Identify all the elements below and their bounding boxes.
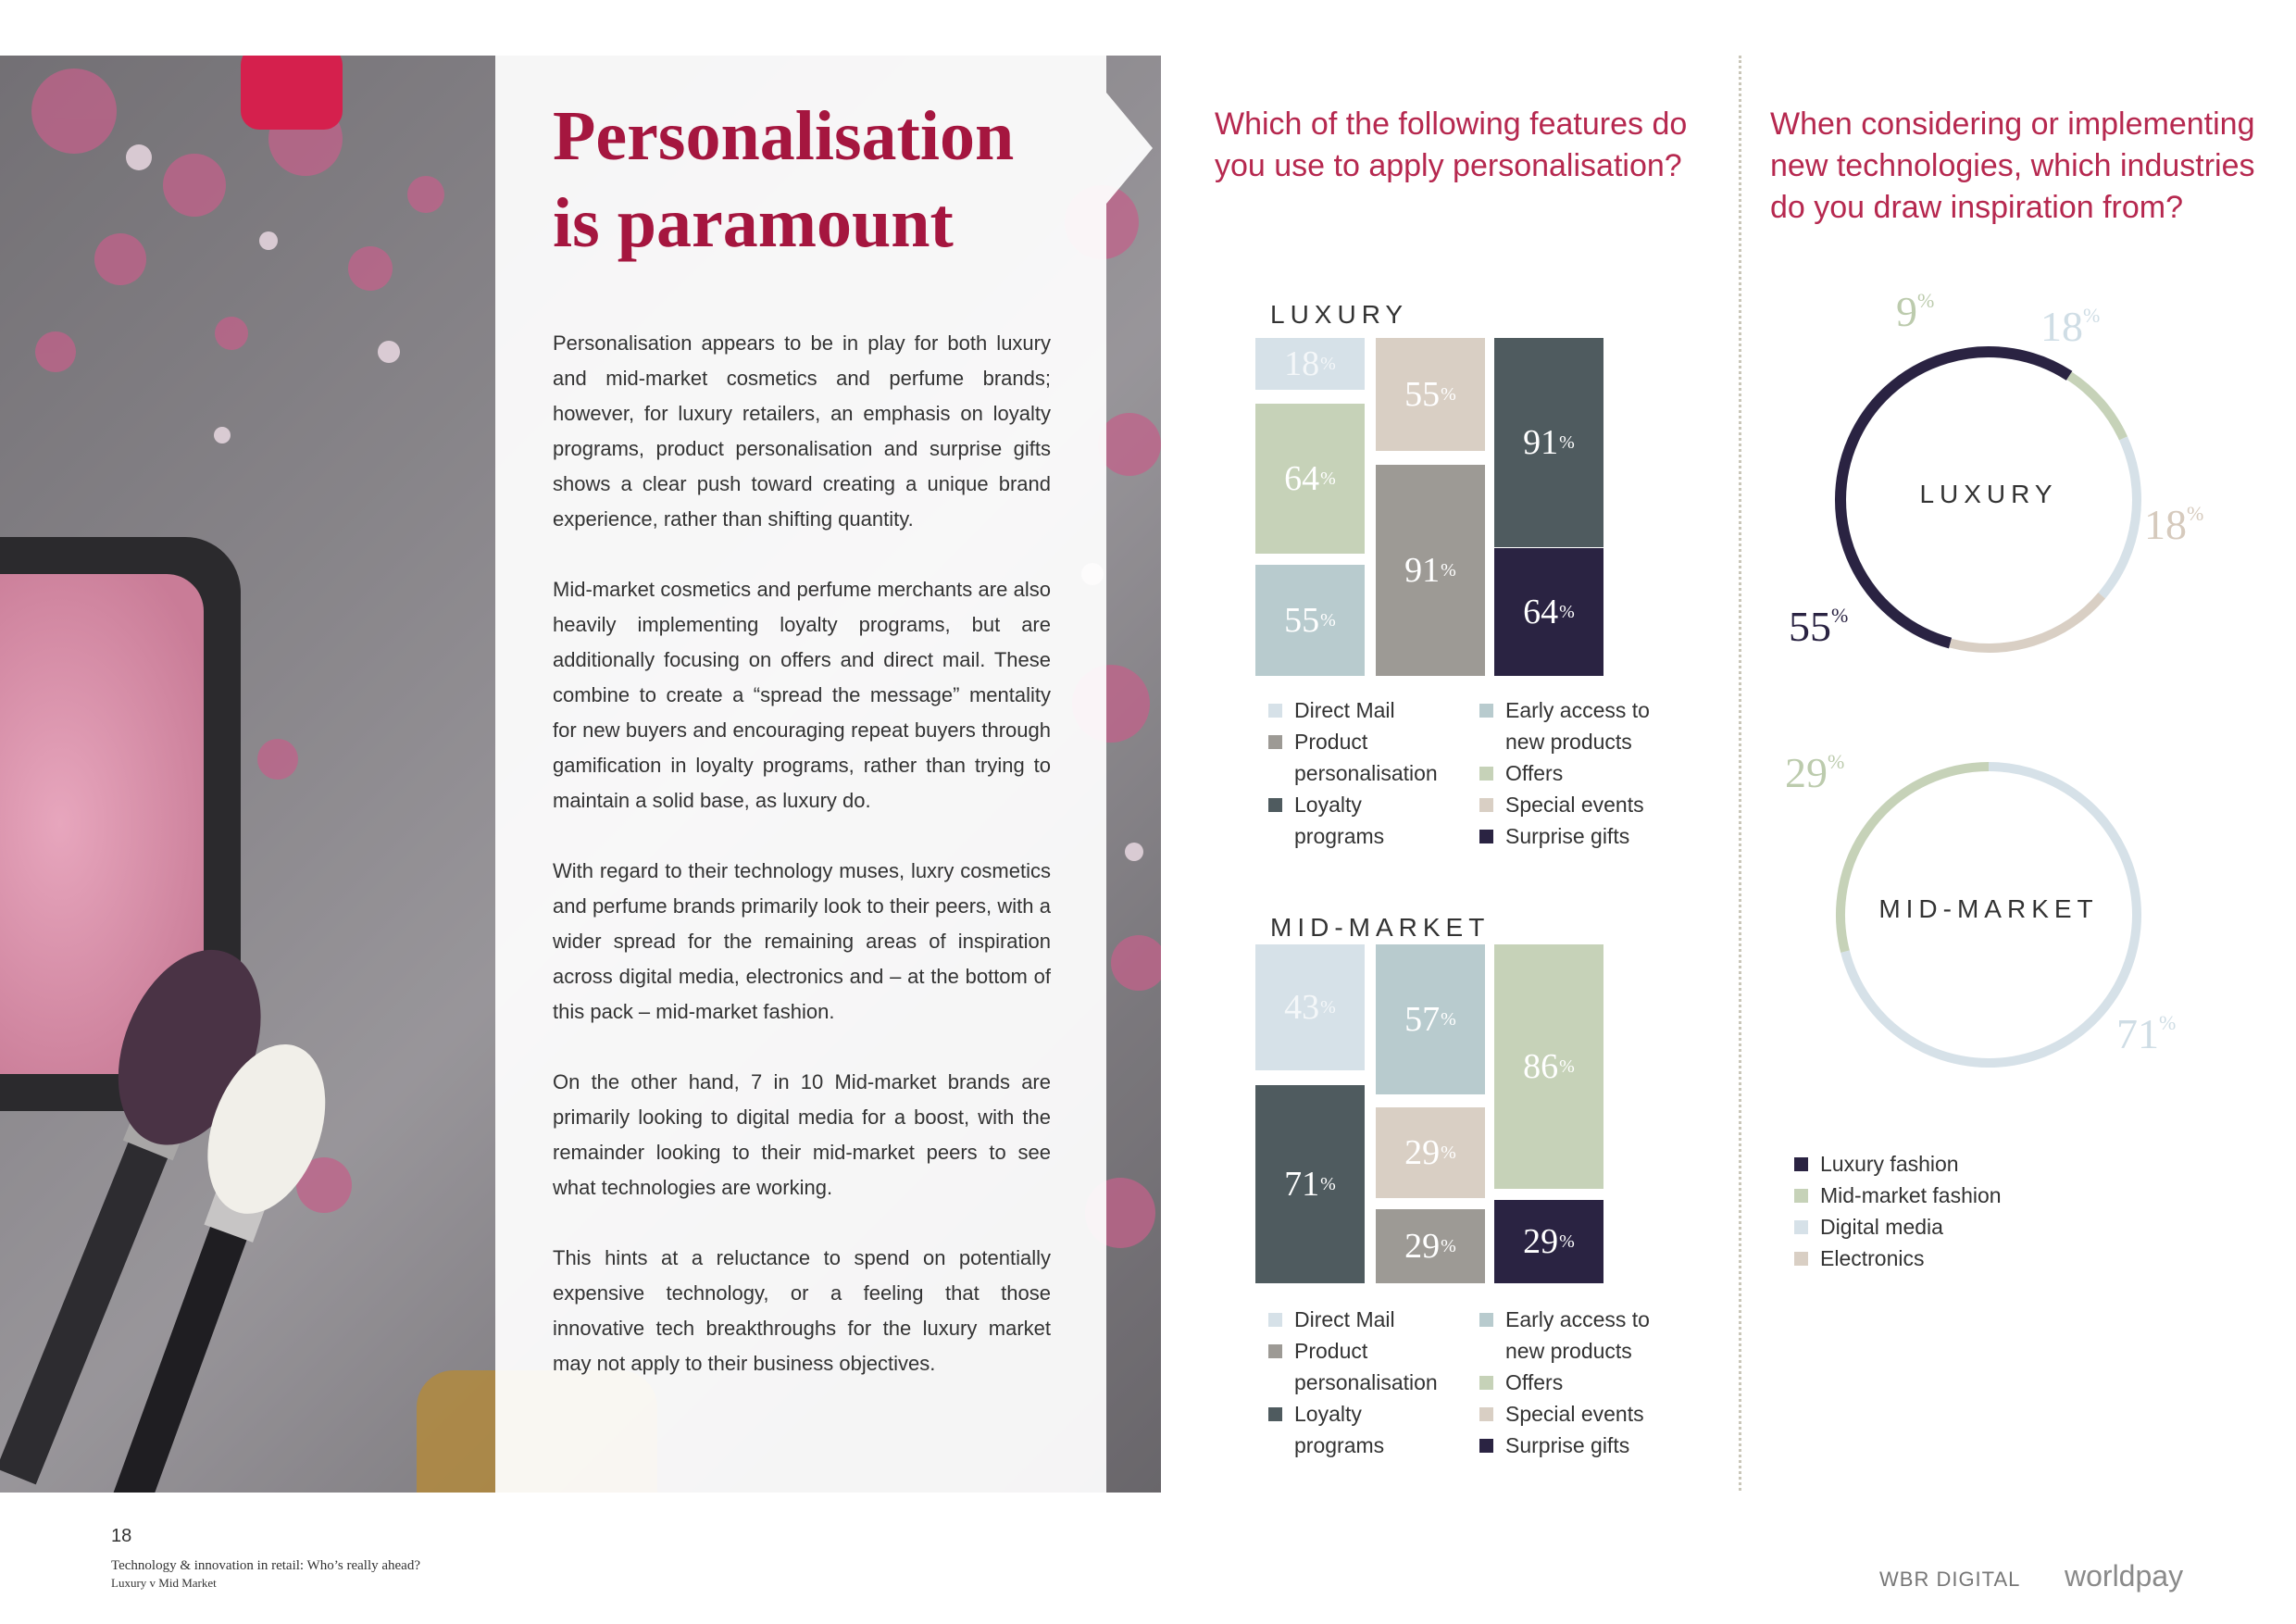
- legend-swatch: [1479, 1407, 1493, 1421]
- luxury-features-tile-value: 64: [1284, 459, 1320, 498]
- legend-label: [1294, 1335, 1438, 1398]
- luxury-features-label: LUXURY: [1270, 300, 1409, 329]
- legend-label: [1505, 1430, 1629, 1461]
- legend-swatch: [1794, 1189, 1808, 1203]
- legend-label: [1505, 789, 1644, 820]
- percent-sign: %: [1559, 431, 1575, 453]
- percent-sign: %: [1320, 1173, 1336, 1194]
- midmarket-features-tile-value: 29: [1404, 1227, 1441, 1266]
- legend-swatch: [1479, 830, 1493, 843]
- legend-label-line: Surprise gifts: [1505, 824, 1630, 848]
- luxury-features-tile-value: 55: [1404, 375, 1441, 414]
- paragraph-5: This hints at a reluctance to spend on potentially expensive technology, or a feeling that those innovative tech breakthroughs for the luxury market may not apply to their business objectives.: [553, 1246, 1051, 1375]
- legend-label-line: new products: [1505, 1339, 1632, 1363]
- legend-swatch: [1268, 798, 1282, 812]
- percent-sign: %: [1320, 353, 1336, 374]
- legend-label-line: Loyalty: [1294, 1402, 1362, 1426]
- legend-swatch: [1479, 1439, 1493, 1453]
- midmarket-donut-label: MID-MARKET: [1878, 894, 2099, 923]
- legend-label-line: Special events: [1505, 1402, 1644, 1426]
- midmarket-features-tile-value: 29: [1523, 1222, 1559, 1261]
- legend-label-line: personalisation: [1294, 1370, 1438, 1394]
- legend-label-line: Surprise gifts: [1505, 1433, 1630, 1457]
- midmarket-features-tile-value: 71: [1284, 1165, 1320, 1204]
- percent-sign: %: [1559, 1056, 1575, 1077]
- donut-percentage-value: 29: [1785, 749, 1828, 796]
- legend-label-line: Product: [1294, 730, 1368, 754]
- legend-label-line: new products: [1505, 730, 1632, 754]
- percent-sign: %: [1320, 609, 1336, 631]
- percent-sign: %: [1441, 1008, 1456, 1030]
- luxury-features-tile-value: 18: [1284, 344, 1320, 383]
- footer-doc-subtitle: Luxury v Mid Market: [111, 1576, 217, 1590]
- paragraph-4: On the other hand, 7 in 10 Mid-market brands are primarily looking to digital media for a boost, with the remainder looking to their mid-market peers to see what technologies are working.: [553, 1070, 1051, 1199]
- legend-label: Mid-market fashion: [1820, 1183, 2002, 1207]
- paragraph-2: Mid-market cosmetics and perfume merchants are also heavily implementing loyalty programs, but are additionally focusing on offers and direct mail. These combine to create a “spread the message” mentality for new buyers and encouraging repeat buyers through gamification in loyalty programs, rather than trying to maintain a solid base, as luxury do.: [553, 578, 1051, 812]
- luxury-features-tile: [1376, 338, 1485, 451]
- legend-swatch: [1268, 1313, 1282, 1327]
- legend-swatch: [1794, 1252, 1808, 1266]
- legend-label: [1505, 1398, 1644, 1430]
- midmarket-features-tile: [1494, 1200, 1603, 1283]
- midmarket-features-tile: [1255, 1085, 1365, 1283]
- donut-percentage-value: 18: [2144, 501, 2187, 548]
- percent-sign: %: [1828, 750, 1845, 773]
- midmarket-features-tile: [1494, 944, 1603, 1189]
- wbr-digital-logo: WBR DIGITAL: [1879, 1568, 2021, 1591]
- percent-sign: %: [1441, 559, 1456, 581]
- percent-sign: %: [1559, 1230, 1575, 1252]
- percent-sign: %: [1441, 1235, 1456, 1256]
- percent-sign: %: [1320, 468, 1336, 489]
- legend-label-line: Product: [1294, 1339, 1368, 1363]
- legend-swatch: [1479, 1376, 1493, 1390]
- midmarket-features-tile-value: 57: [1404, 1000, 1441, 1039]
- legend-label-line: programs: [1294, 1433, 1385, 1457]
- midmarket-features-label: MID-MARKET: [1270, 913, 1491, 942]
- legend-label-line: Special events: [1505, 793, 1644, 817]
- title-line-2: is paramount: [553, 184, 954, 262]
- luxury-donut-label: LUXURY: [1919, 480, 2058, 508]
- donut-segment: [2069, 376, 2123, 439]
- percent-sign: %: [2159, 1011, 2177, 1034]
- features-question: Which of the following features do you use to apply personalisation?: [1215, 106, 1688, 183]
- worldpay-logo: worldpay: [2065, 1559, 2184, 1593]
- luxury-features-tile: [1494, 338, 1603, 547]
- donut-percentage-value: 18: [2040, 303, 2083, 350]
- legend-swatch: [1268, 1407, 1282, 1421]
- page-number: 18: [111, 1526, 132, 1546]
- luxury-features-tile-value: 55: [1284, 601, 1320, 640]
- legend-label-line: Early access to: [1505, 698, 1650, 722]
- legend-label: [1294, 1304, 1395, 1335]
- legend-label-line: Early access to: [1505, 1307, 1650, 1331]
- midmarket-features-tile-value: 86: [1523, 1047, 1559, 1086]
- legend-label-line: Offers: [1505, 1370, 1564, 1394]
- legend-swatch: [1479, 798, 1493, 812]
- percent-sign: %: [2187, 502, 2204, 525]
- percent-sign: %: [1831, 604, 1849, 627]
- percent-sign: %: [1441, 1142, 1456, 1163]
- legend-swatch: [1479, 767, 1493, 781]
- percent-sign: %: [1559, 601, 1575, 622]
- legend-swatch: [1268, 704, 1282, 718]
- paragraph-3: With regard to their technology muses, luxry cosmetics and perfume brands primarily look to their peers, with a wider spread for the remaining areas of inspiration across digital media, electronics and – at the bottom of this pack – mid-market fashion.: [553, 859, 1051, 1023]
- donut-percentage-label: [2040, 302, 2100, 351]
- donut-percentage-value: 71: [2116, 1010, 2159, 1057]
- donut-percentage-label: [1785, 748, 1844, 797]
- legend-swatch: [1794, 1220, 1808, 1234]
- percent-sign: %: [2083, 304, 2101, 327]
- legend-label: [1505, 1304, 1650, 1367]
- legend-label: [1505, 1367, 1563, 1398]
- legend-swatch: [1268, 735, 1282, 749]
- midmarket-features-tile: [1376, 1107, 1485, 1198]
- donut-percentage-label: [2144, 500, 2203, 549]
- legend-label: [1294, 1398, 1384, 1461]
- luxury-features-tile-value: 64: [1523, 593, 1559, 631]
- percent-sign: %: [1320, 996, 1336, 1018]
- legend-label: [1294, 789, 1384, 852]
- donut-percentage-label: [1789, 602, 1848, 651]
- panel-arrow: [1106, 56, 1162, 222]
- donut-percentage-label: [2116, 1009, 2176, 1058]
- midmarket-features-tile: [1376, 944, 1485, 1094]
- legend-label-line: Offers: [1505, 761, 1564, 785]
- donut-segment: [1951, 595, 2103, 648]
- legend-label: [1505, 820, 1629, 852]
- midmarket-features-tile-value: 29: [1404, 1133, 1441, 1172]
- legend-label-line: Direct Mail: [1294, 1307, 1395, 1331]
- inspiration-question: When considering or implementing new technologies, which industries do you draw inspiration from?: [1770, 106, 2255, 225]
- title-line-1: Personalisation: [553, 97, 1015, 175]
- legend-label: [1294, 726, 1438, 789]
- donut-percentage-label: [1896, 287, 1934, 336]
- legend-label: Luxury fashion: [1820, 1152, 1959, 1176]
- column-divider: [1739, 56, 1741, 1491]
- page-title: [553, 93, 1071, 267]
- donut-segment: [2102, 438, 2137, 595]
- legend-label: Electronics: [1820, 1246, 1925, 1270]
- legend-swatch: [1479, 704, 1493, 718]
- donut-percentage-value: 55: [1789, 603, 1831, 650]
- legend-swatch: [1794, 1157, 1808, 1171]
- percent-sign: %: [1917, 289, 1935, 312]
- legend-label: [1505, 694, 1650, 757]
- midmarket-features-tile: [1255, 944, 1365, 1070]
- legend-label-line: Loyalty: [1294, 793, 1362, 817]
- paragraph-1: Personalisation appears to be in play for both luxury and mid-market cosmetics and perfume brands; however, for luxury retailers, an emphasis on loyalty programs, product personalisation and surprise gifts shows a clear push toward creating a unique brand experience, rather than shifting quantity.: [553, 331, 1051, 531]
- legend-label-line: Direct Mail: [1294, 698, 1395, 722]
- luxury-features-tile-value: 91: [1523, 423, 1559, 462]
- luxury-features-tile-value: 91: [1404, 551, 1441, 590]
- luxury-features-tile: [1494, 548, 1603, 676]
- percent-sign: %: [1441, 383, 1456, 405]
- legend-label: [1294, 694, 1395, 726]
- legend-label: Digital media: [1820, 1215, 1943, 1239]
- legend-label: [1505, 757, 1563, 789]
- legend-label-line: programs: [1294, 824, 1385, 848]
- luxury-features-tile: [1376, 465, 1485, 676]
- midmarket-features-tile: [1376, 1209, 1485, 1283]
- luxury-features-tile: [1255, 565, 1365, 676]
- footer-doc-title: Technology & innovation in retail: Who’s really ahead?: [111, 1558, 420, 1573]
- legend-label-line: personalisation: [1294, 761, 1438, 785]
- donut-percentage-value: 9: [1896, 288, 1917, 335]
- legend-swatch: [1268, 1344, 1282, 1358]
- midmarket-features-tile-value: 43: [1284, 988, 1320, 1027]
- legend-swatch: [1479, 1313, 1493, 1327]
- luxury-features-tile: [1255, 404, 1365, 554]
- luxury-features-tile: [1255, 338, 1365, 390]
